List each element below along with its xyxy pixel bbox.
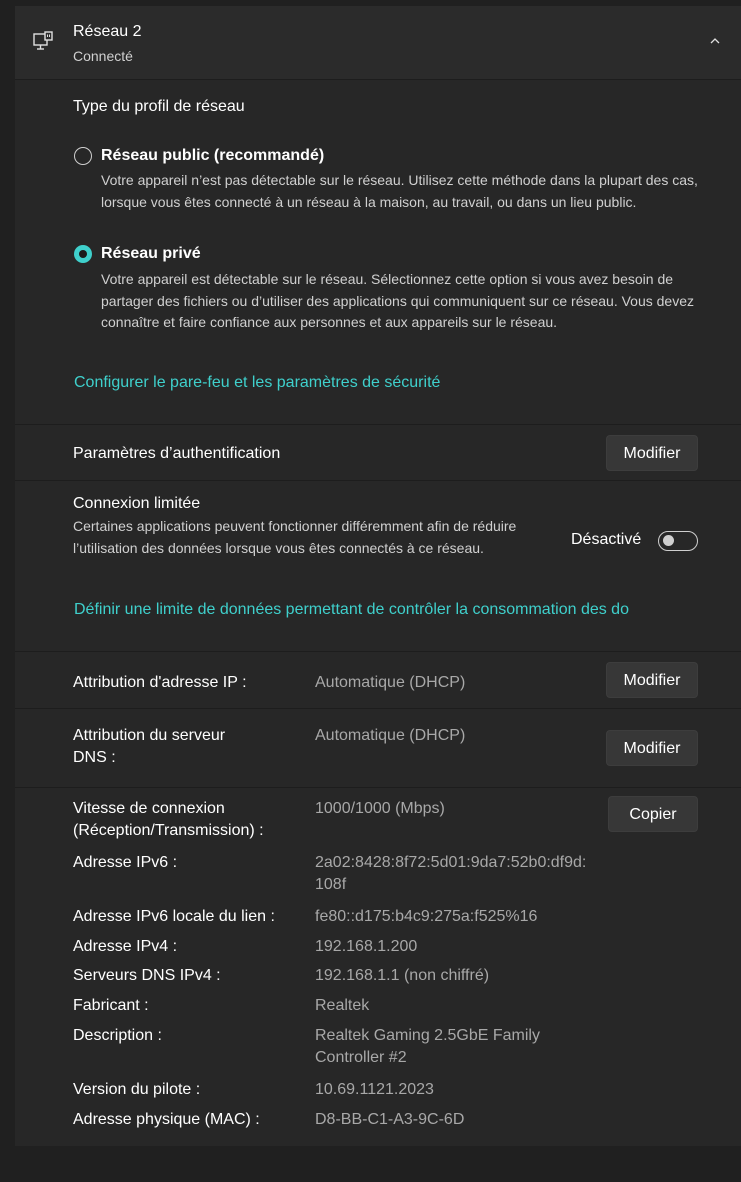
network-header[interactable] [15,6,741,80]
metered-section [15,481,741,652]
connection-status: Connecté [73,48,133,64]
copy-button[interactable]: Copier [608,796,698,832]
property-label: Description : [73,1027,162,1044]
network-adapter-icon [32,30,54,52]
property-label: Adresse IPv4 : [73,938,178,955]
auth-modify-button[interactable]: Modifier [606,435,698,471]
profile-section [15,80,741,425]
property-value: 192.168.1.200 [315,938,418,955]
property-label: Fabricant : [73,997,149,1014]
properties-section [15,788,741,1146]
radio-private[interactable] [74,245,92,263]
property-label: Serveurs DNS IPv4 : [73,967,221,984]
auth-label: Paramètres d’authentification [73,445,281,462]
auth-row [15,425,741,481]
property-value: 192.168.1.1 (non chiffré) [315,967,490,984]
property-value: D8-BB-C1-A3-9C-6D [315,1111,465,1128]
network-card [15,6,741,1146]
chevron-up-icon[interactable] [709,36,721,46]
radio-private-desc: Votre appareil est détectable sur le réseau. Sélectionnez cette option si vous avez besoin de partager des fichiers ou d’utiliser des applications qui communiquent sur ce réseau. Vous devez connaître et faire confiance aux personnes et aux appareils sur le réseau. [101,271,694,330]
ip-assignment-value: Automatique (DHCP) [315,674,466,691]
property-value: 2a02:8428:8f72:5d01:9da7:52b0:df9d:108f [315,854,587,893]
property-value: Realtek Gaming 2.5GbE Family Controller #2 [315,1027,540,1066]
property-label: Adresse physique (MAC) : [73,1111,260,1128]
ip-assignment-row [15,652,741,709]
metered-title: Connexion limitée [73,495,201,512]
ip-assignment-label: Attribution d'adresse IP : [73,674,247,691]
firewall-link[interactable]: Configurer le pare-feu et les paramètres de sécurité [74,374,441,391]
data-limit-link[interactable]: Définir une limite de données permettant de contrôler la consommation des do [74,601,629,618]
property-label: Version du pilote : [73,1081,201,1098]
property-label: Adresse IPv6 : [73,854,178,871]
network-name: Réseau 2 [73,23,142,40]
radio-public-desc: Votre appareil n’est pas détectable sur le réseau. Utilisez cette méthode dans la plupart des cas, lorsque vous êtes connecté à un réseau à la maison, au travail, ou dans un lieu public. [101,172,698,210]
dns-assignment-value: Automatique (DHCP) [315,727,466,744]
ip-modify-button[interactable]: Modifier [606,662,698,698]
radio-public[interactable] [74,147,92,165]
property-label: Adresse IPv6 locale du lien : [73,908,275,925]
property-value: fe80::d175:b4c9:275a:f525%16 [315,908,538,925]
metered-toggle-label: Désactivé [571,531,642,548]
dns-assignment-row [15,709,741,788]
toggle-knob [663,535,674,546]
property-value: 1000/1000 (Mbps) [315,800,445,817]
property-value: Realtek [315,997,370,1014]
metered-toggle[interactable] [658,531,698,551]
dns-modify-button[interactable]: Modifier [606,730,698,766]
metered-desc: Certaines applications peuvent fonctionner différemment afin de réduire l’utilisation des données lorsque vous êtes connectés à ce réseau. [73,518,517,556]
profile-heading: Type du profil de réseau [73,98,245,115]
dns-assignment-label: Attribution du serveur DNS : [73,727,226,766]
radio-public-label[interactable]: Réseau public (recommandé) [101,147,325,164]
radio-private-label[interactable]: Réseau privé [101,245,201,262]
property-label: Vitesse de connexion (Réception/Transmission) : [73,800,264,839]
property-value: 10.69.1121.2023 [315,1081,434,1098]
